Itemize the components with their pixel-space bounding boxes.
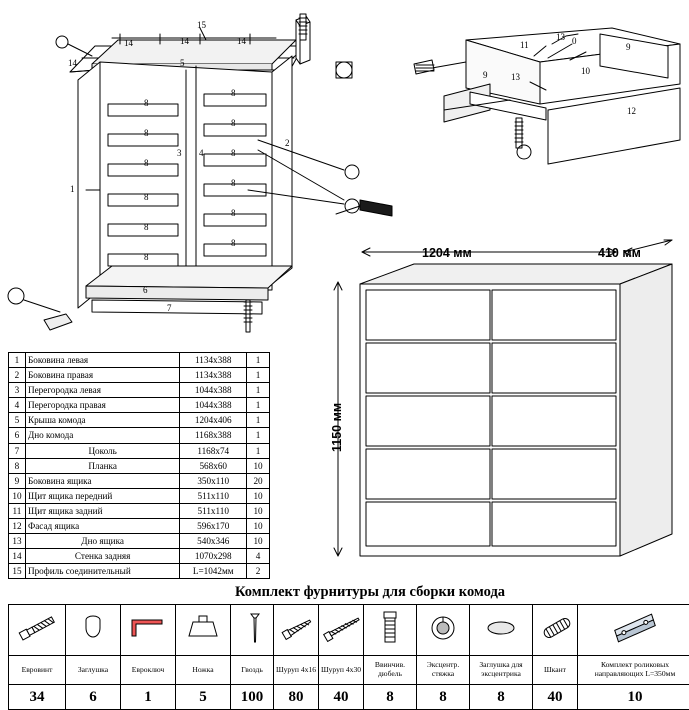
part-name: Профиль соединительный (25, 564, 179, 579)
part-name: Боковина правая (25, 368, 179, 383)
table-row (9, 383, 270, 398)
part-name: Щит ящика передний (25, 488, 179, 503)
part-qty: 1 (247, 398, 270, 413)
table-row (9, 398, 270, 413)
table-row (9, 534, 270, 549)
hardware-label: Евровинт (9, 656, 66, 685)
part-number: 1 (9, 353, 26, 368)
part-qty: 10 (247, 519, 270, 534)
part-qty: 1 (247, 353, 270, 368)
part-dimensions: 1204х406 (180, 413, 247, 428)
callout-7: 7 (167, 303, 172, 313)
callout-8j: 8 (231, 178, 236, 188)
callout-9b: 9 (626, 42, 631, 52)
part-qty: 10 (247, 488, 270, 503)
part-number: 6 (9, 428, 26, 443)
callout-15: 15 (197, 20, 206, 30)
hardware-label: Шкант (533, 656, 578, 685)
part-dimensions: 1134х388 (180, 368, 247, 383)
nail-icon (231, 605, 274, 656)
hardware-count: 1 (121, 685, 176, 710)
table-row (9, 503, 270, 518)
callout-2: 2 (285, 138, 290, 148)
part-number: 2 (9, 368, 26, 383)
part-dimensions: 1134х388 (180, 353, 247, 368)
callout-8k: 8 (231, 208, 236, 218)
table-row (9, 368, 270, 383)
part-number: 11 (9, 503, 26, 518)
callout-11: 11 (520, 40, 529, 50)
part-qty: 20 (247, 473, 270, 488)
height-label: 1150 мм (330, 403, 344, 452)
part-dimensions: L=1042мм (180, 564, 247, 579)
part-number: 12 (9, 519, 26, 534)
part-dimensions: 511х110 (180, 488, 247, 503)
part-number: 13 (9, 534, 26, 549)
roller-slides-icon (578, 605, 689, 656)
callout-8c: 8 (144, 158, 149, 168)
callout-14a: 14 (124, 38, 133, 48)
part-qty: 10 (247, 503, 270, 518)
hardware-label: Заглушка для эксцентрика (470, 656, 533, 685)
part-dimensions: 1168х388 (180, 428, 247, 443)
part-number: 9 (9, 473, 26, 488)
hardware-count: 8 (470, 685, 533, 710)
part-number: 7 (9, 443, 26, 458)
table-row (9, 428, 270, 443)
hardware-count: 34 (9, 685, 66, 710)
part-number: 5 (9, 413, 26, 428)
eccentric-tie-icon (417, 605, 470, 656)
part-dimensions: 1070х298 (180, 549, 247, 564)
hardware-count: 10 (578, 685, 689, 710)
part-qty: 1 (247, 428, 270, 443)
callout-8h: 8 (231, 118, 236, 128)
callout-12: 12 (627, 106, 636, 116)
width-label: 1204 мм (422, 246, 472, 260)
part-name: Боковина ящика (25, 473, 179, 488)
part-name: Боковина левая (25, 353, 179, 368)
hardware-table (8, 604, 689, 710)
callout-5: 5 (180, 58, 185, 68)
part-name: Перегородка правая (25, 398, 179, 413)
table-row (9, 564, 270, 579)
hardware-label: Заглушка (66, 656, 121, 685)
hardware-label: Шуруп 4х16 (274, 656, 319, 685)
part-qty: 1 (247, 383, 270, 398)
part-qty: 10 (247, 534, 270, 549)
part-name: Щит ящика задний (25, 503, 179, 518)
dowel-icon (533, 605, 578, 656)
part-name: Перегородка левая (25, 383, 179, 398)
hardware-title: Комплект фурнитуры для сборки комода (160, 584, 580, 601)
part-name: Крыша комода (25, 413, 179, 428)
depth-label: 410 мм (598, 246, 641, 260)
part-dimensions: 1044х388 (180, 398, 247, 413)
part-name: Планка (25, 458, 179, 473)
callout-13b: 13 (556, 32, 565, 42)
callout-8b: 8 (144, 128, 149, 138)
callout-13: 13 (511, 72, 520, 82)
part-dimensions: 568х60 (180, 458, 247, 473)
callout-9a: 9 (483, 70, 488, 80)
callout-14d: 14 (68, 58, 77, 68)
screw-4x30-icon (319, 605, 364, 656)
hardware-count: 8 (417, 685, 470, 710)
part-dimensions: 1044х388 (180, 383, 247, 398)
part-name: Цоколь (25, 443, 179, 458)
table-row (9, 413, 270, 428)
part-number: 4 (9, 398, 26, 413)
hardware-count: 8 (364, 685, 417, 710)
callout-8l: 8 (231, 238, 236, 248)
part-name: Стенка задняя (25, 549, 179, 564)
hardware-label: Комплект роликовых направляющих L=350мм (578, 656, 689, 685)
callout-1: 1 (70, 184, 75, 194)
callout-14c: 14 (237, 36, 246, 46)
table-row (9, 353, 270, 368)
hardware-label: Ввинчив. дюбель (364, 656, 417, 685)
callout-8i: 8 (231, 148, 236, 158)
callout-8a: 8 (144, 98, 149, 108)
screw-in-dowel-icon (364, 605, 417, 656)
callout-8e: 8 (144, 222, 149, 232)
hex-key-icon (121, 605, 176, 656)
hardware-label: Евроключ (121, 656, 176, 685)
callout-6: 6 (143, 285, 148, 295)
hardware-label: Эксцентр. стяжка (417, 656, 470, 685)
foot-icon (176, 605, 231, 656)
hardware-count: 5 (176, 685, 231, 710)
part-dimensions: 540х346 (180, 534, 247, 549)
hardware-label: Гвоздь (231, 656, 274, 685)
table-row (9, 443, 270, 458)
cap-plug-icon (66, 605, 121, 656)
table-row (9, 549, 270, 564)
part-qty: 1 (247, 413, 270, 428)
part-dimensions: 511х110 (180, 503, 247, 518)
part-name: Дно комода (25, 428, 179, 443)
eccentric-cap-icon (470, 605, 533, 656)
part-qty: 4 (247, 549, 270, 564)
hardware-count: 100 (231, 685, 274, 710)
part-qty: 10 (247, 458, 270, 473)
table-row (9, 458, 270, 473)
screw-4x16-icon (274, 605, 319, 656)
callout-10b: 0 (572, 36, 577, 46)
part-name: Дно ящика (25, 534, 179, 549)
callout-14b: 14 (180, 36, 189, 46)
hardware-count: 40 (533, 685, 578, 710)
hardware-count: 80 (274, 685, 319, 710)
part-number: 14 (9, 549, 26, 564)
callout-4: 4 (199, 148, 204, 158)
hardware-label: Ножка (176, 656, 231, 685)
part-number: 3 (9, 383, 26, 398)
hardware-count: 6 (66, 685, 121, 710)
callout-8f: 8 (144, 252, 149, 262)
callout-10: 10 (581, 66, 590, 76)
part-dimensions: 350х110 (180, 473, 247, 488)
part-dimensions: 596х170 (180, 519, 247, 534)
table-row (9, 488, 270, 503)
part-number: 8 (9, 458, 26, 473)
callout-8g: 8 (231, 88, 236, 98)
callout-3: 3 (177, 148, 182, 158)
table-row (9, 519, 270, 534)
part-name: Фасад ящика (25, 519, 179, 534)
callout-8d: 8 (144, 192, 149, 202)
parts-table (8, 352, 270, 579)
table-row (9, 473, 270, 488)
part-qty: 2 (247, 564, 270, 579)
part-dimensions: 1168х74 (180, 443, 247, 458)
part-number: 15 (9, 564, 26, 579)
hardware-label: Шуруп 4х30 (319, 656, 364, 685)
part-qty: 1 (247, 368, 270, 383)
part-qty: 1 (247, 443, 270, 458)
hardware-count: 40 (319, 685, 364, 710)
part-number: 10 (9, 488, 26, 503)
euro-screw-icon (9, 605, 66, 656)
